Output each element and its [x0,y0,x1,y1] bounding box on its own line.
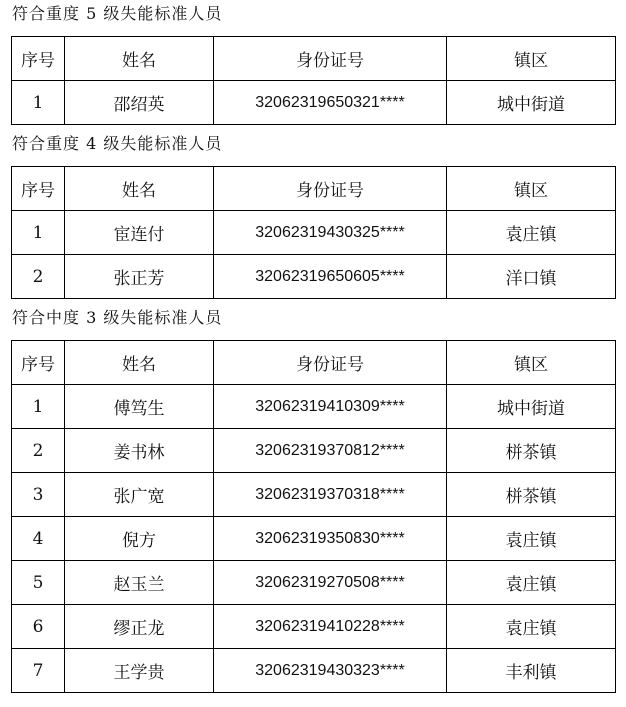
table-severe-4 [11,166,616,299]
cell-town: 丰利镇 [447,649,616,693]
cell-id: 32062319350830**** [214,517,447,561]
cell-index: 5 [12,561,65,605]
section-title-severe-5: 符合重度 5 级失能标准人员 [12,4,223,23]
table-row [12,649,616,693]
table-row [12,81,616,125]
cell-name: 王学贵 [65,649,214,693]
col-header-index: 序号 [12,341,65,385]
table-row [12,561,616,605]
cell-index: 3 [12,473,65,517]
cell-index: 1 [12,81,65,125]
cell-index: 4 [12,517,65,561]
table-header-row [12,167,616,211]
cell-index: 2 [12,429,65,473]
cell-id: 32062319410228**** [214,605,447,649]
cell-id: 32062319270508**** [214,561,447,605]
cell-id: 32062319650321**** [214,81,447,125]
cell-name: 邵绍英 [65,81,214,125]
cell-town: 洋口镇 [447,255,616,299]
col-header-town: 镇区 [447,341,616,385]
col-header-id: 身份证号 [214,341,447,385]
col-header-id: 身份证号 [214,37,447,81]
cell-town: 袁庄镇 [447,605,616,649]
cell-index: 7 [12,649,65,693]
cell-town: 城中街道 [447,81,616,125]
table-severe-5 [11,36,616,125]
cell-name: 宦连付 [65,211,214,255]
cell-town: 栟茶镇 [447,429,616,473]
cell-id: 32062319650605**** [214,255,447,299]
table-header-row [12,37,616,81]
col-header-id: 身份证号 [214,167,447,211]
table-moderate-3 [11,340,616,693]
table-row [12,473,616,517]
col-header-name: 姓名 [65,167,214,211]
table-row [12,255,616,299]
table-row [12,517,616,561]
cell-id: 32062319370318**** [214,473,447,517]
cell-index: 2 [12,255,65,299]
col-header-town: 镇区 [447,167,616,211]
cell-index: 6 [12,605,65,649]
cell-id: 32062319410309**** [214,385,447,429]
table-row [12,429,616,473]
cell-id: 32062319430323**** [214,649,447,693]
cell-town: 袁庄镇 [447,561,616,605]
col-header-index: 序号 [12,167,65,211]
section-title-severe-4: 符合重度 4 级失能标准人员 [12,134,223,153]
table-row [12,385,616,429]
col-header-name: 姓名 [65,341,214,385]
cell-index: 1 [12,211,65,255]
cell-name: 张广宽 [65,473,214,517]
cell-name: 傅笃生 [65,385,214,429]
table-header-row [12,341,616,385]
col-header-name: 姓名 [65,37,214,81]
section-title-moderate-3: 符合中度 3 级失能标准人员 [12,308,223,327]
cell-town: 袁庄镇 [447,517,616,561]
cell-town: 袁庄镇 [447,211,616,255]
cell-name: 赵玉兰 [65,561,214,605]
cell-name: 倪方 [65,517,214,561]
table-row [12,605,616,649]
cell-id: 32062319370812**** [214,429,447,473]
cell-index: 1 [12,385,65,429]
cell-id: 32062319430325**** [214,211,447,255]
col-header-town: 镇区 [447,37,616,81]
cell-name: 缪正龙 [65,605,214,649]
table-row [12,211,616,255]
cell-town: 城中街道 [447,385,616,429]
cell-name: 张正芳 [65,255,214,299]
cell-name: 姜书林 [65,429,214,473]
cell-town: 栟茶镇 [447,473,616,517]
col-header-index: 序号 [12,37,65,81]
